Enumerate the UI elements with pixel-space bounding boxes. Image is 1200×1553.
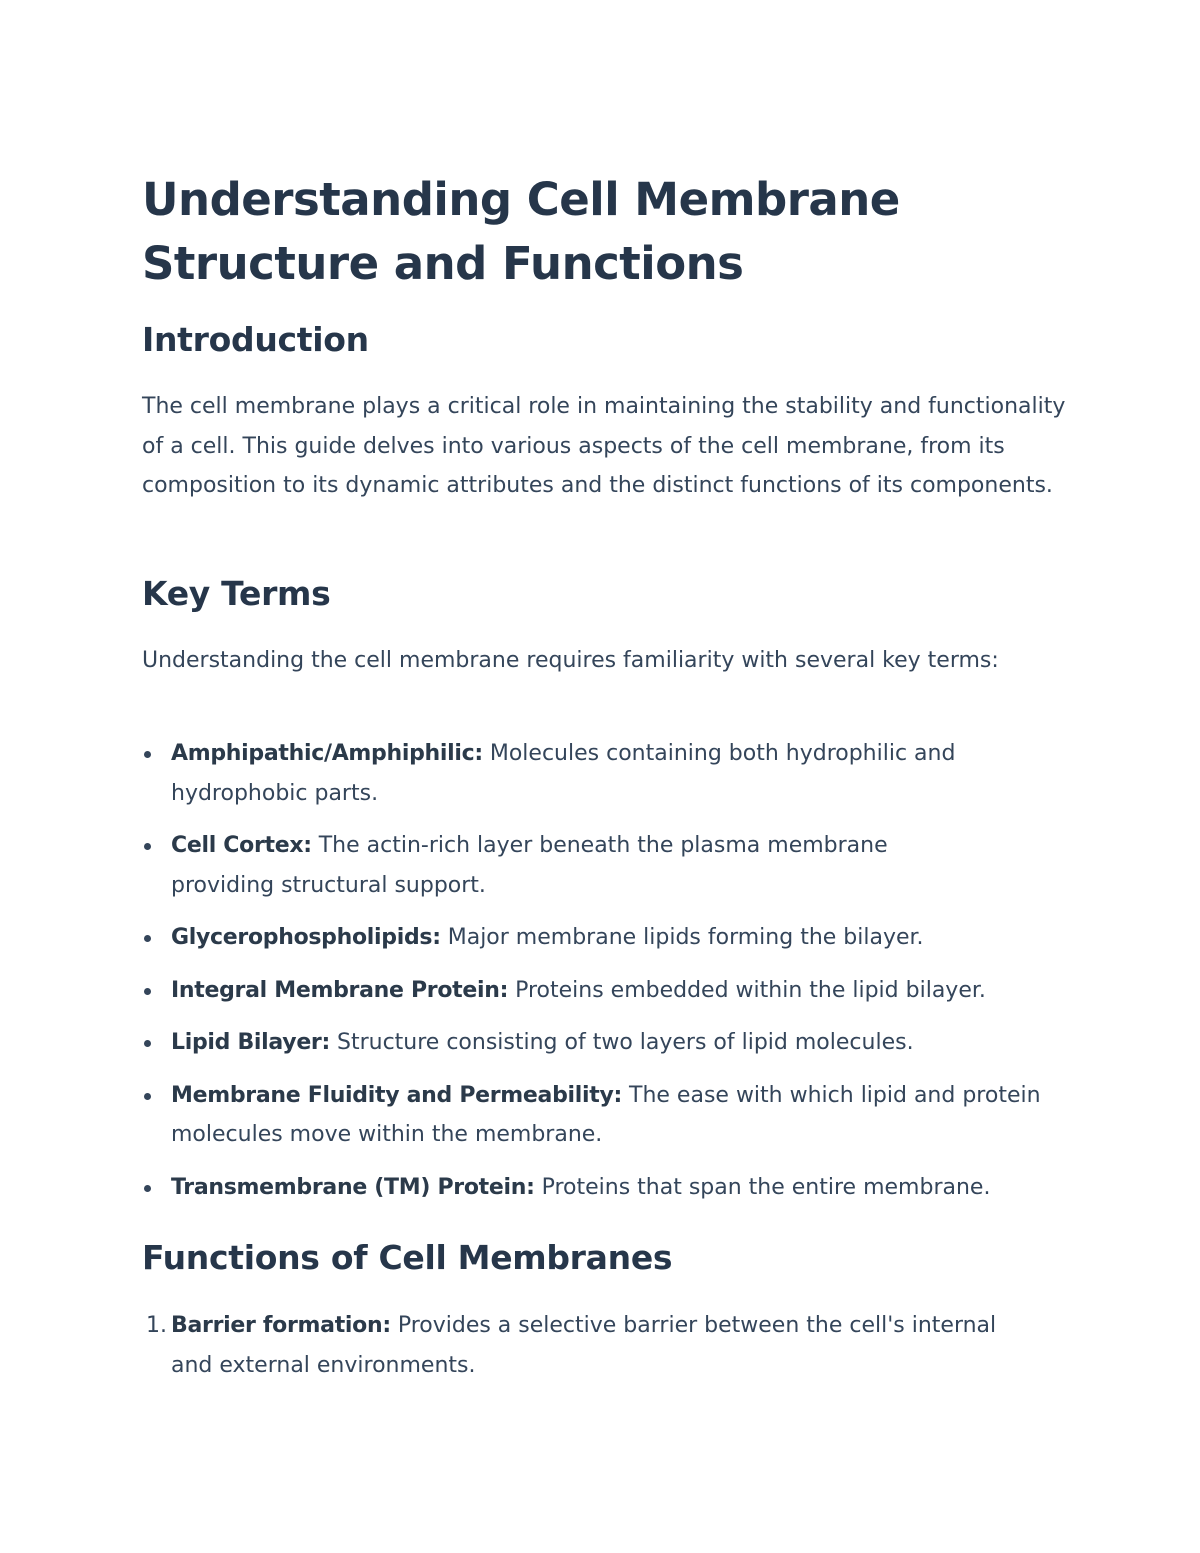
functions-list — [142, 1306, 1077, 1398]
list-item — [142, 1168, 1077, 1208]
term-label: Membrane Fluidity and Permeability: — [171, 1082, 623, 1108]
term-label: Lipid Bilayer: — [171, 1030, 330, 1055]
list-item — [142, 734, 1051, 813]
page-title: Understanding Cell Membrane Structure and Functions — [142, 173, 900, 290]
list-number: 1. — [146, 1313, 167, 1338]
term-definition: Proteins embedded within the lipid bilayer. — [508, 977, 986, 1003]
bullet-icon — [144, 751, 151, 758]
term-label: Amphipathic/Amphiphilic: — [171, 741, 483, 766]
term-label: Glycerophospholipids: — [171, 925, 441, 950]
term-definition: The ease with which lipid and protein molecules move within the membrane. — [171, 1082, 1041, 1147]
term-label: Cell Cortex: — [171, 833, 312, 858]
term-definition: Proteins that span the entire membrane. — [534, 1174, 991, 1200]
introduction-paragraph: The cell membrane plays a critical role in maintaining the stability and functionality of a cell. This guide delves into various aspects of the cell membrane, from its composition to its dynamic attributes and the distinct functions of its components. — [142, 394, 1066, 498]
term-definition: Major membrane lipids forming the bilayer. — [440, 925, 924, 950]
functions-heading: Functions of Cell Membranes — [142, 1238, 673, 1277]
list-item — [142, 918, 1077, 958]
list-item — [142, 1023, 1077, 1063]
key-terms-list — [142, 734, 1077, 1220]
term-definition: The actin-rich layer beneath the plasma membrane providing structural support. — [171, 833, 888, 898]
key-terms-heading: Key Terms — [142, 574, 331, 613]
list-item — [142, 1076, 1051, 1155]
bullet-icon — [144, 1185, 151, 1192]
term-label: Transmembrane (TM) Protein: — [171, 1174, 535, 1200]
list-item — [142, 971, 1077, 1011]
term-definition: Structure consisting of two layers of lipid molecules. — [330, 1030, 914, 1055]
term-definition: Molecules containing both hydrophilic and hydrophobic parts. — [171, 741, 956, 806]
term-label: Barrier formation: — [171, 1313, 391, 1338]
bullet-icon — [144, 843, 151, 850]
list-item — [142, 826, 991, 905]
bullet-icon — [144, 1093, 151, 1100]
list-item — [142, 1306, 1011, 1385]
bullet-icon — [144, 1040, 151, 1047]
introduction-heading: Introduction — [142, 320, 369, 359]
bullet-icon — [144, 935, 151, 942]
bullet-icon — [144, 988, 151, 995]
term-label: Integral Membrane Protein: — [171, 977, 509, 1003]
key-terms-intro: Understanding the cell membrane requires familiarity with several key terms: — [142, 648, 999, 673]
term-definition: Provides a selective barrier between the cell's internal and external environments. — [171, 1313, 997, 1378]
